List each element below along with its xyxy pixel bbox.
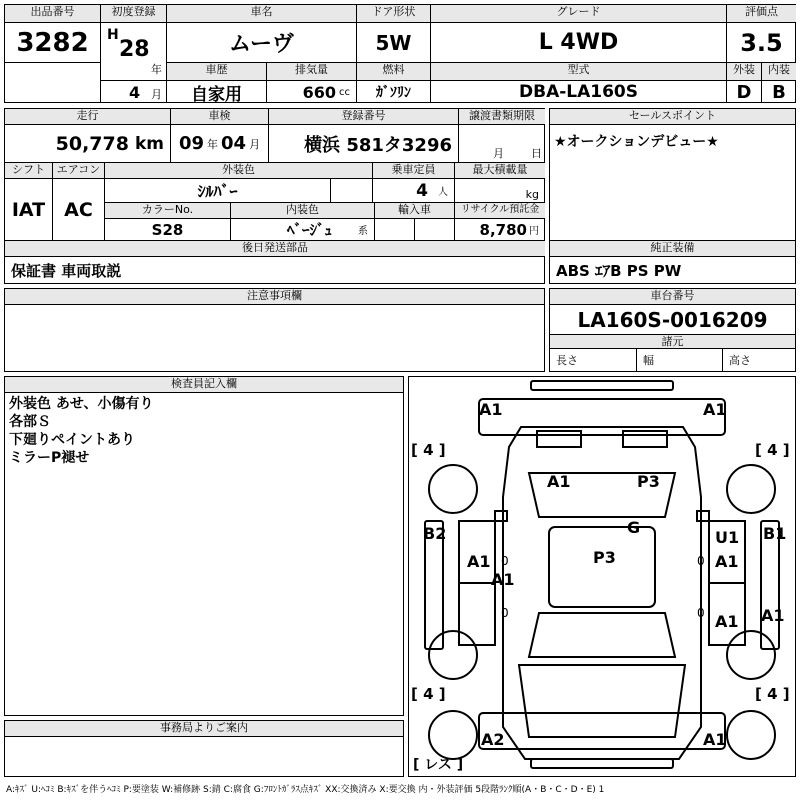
mark-zero: 0 [501, 606, 509, 620]
mark-zero: 0 [697, 554, 705, 568]
mark-left-rear-door: A1 [491, 570, 515, 589]
mark-left-skirt: B2 [423, 524, 447, 543]
equipment: ABS ｴｱB PS PW [556, 261, 682, 280]
mark-hood-right: P3 [637, 472, 660, 491]
grade-label: グレード [431, 5, 727, 23]
ext-color: ｼﾙﾊﾞｰ [105, 179, 331, 203]
capacity-cell [373, 179, 455, 203]
mark-left-front-door: A1 [467, 552, 491, 571]
exterior-label: 外装 [727, 63, 762, 81]
tire-depth-fl: [ 4 ] [411, 441, 446, 459]
inspector-notes [9, 395, 153, 467]
recycle-fee: 8,780 [479, 220, 527, 239]
import-cell-1 [375, 219, 415, 241]
score-label: 評価点 [727, 5, 796, 23]
dims-label: 諸元 [550, 335, 795, 349]
transfer-cell [459, 125, 545, 163]
era: H [107, 27, 119, 43]
fuel: ｶﾞｿﾘﾝ [357, 81, 431, 103]
color-no: S28 [105, 219, 231, 241]
mark-right-front-door-top: U1 [715, 528, 740, 547]
mark-front-left: A1 [479, 400, 503, 419]
displacement-cell [267, 81, 357, 103]
mark-roof: P3 [593, 548, 616, 567]
inspector-note-line: 各部Ｓ [9, 414, 51, 430]
inspection-label: 車検 [171, 109, 269, 125]
first-reg-year-cell [101, 23, 167, 81]
model-label: 型式 [431, 63, 727, 81]
office-block [4, 720, 404, 777]
mark-right-rear-door: A1 [715, 612, 739, 631]
sales-point: ★オークションデビュー★ [550, 125, 795, 241]
later-parts-label: 後日発送部品 [5, 241, 545, 257]
dims-length: 長さ [550, 349, 637, 371]
tire-depth-fr: [ 4 ] [755, 441, 790, 459]
dims-height: 高さ [729, 354, 751, 367]
int-color: ﾍﾞｰｼﾞｭ [286, 221, 332, 239]
shift-label: シフト [5, 163, 53, 179]
mark-hood-left: A1 [547, 472, 571, 491]
equipment-label: 純正装備 [550, 241, 795, 257]
model: DBA-LA160S [431, 81, 727, 103]
lot-number-label: 出品番号 [5, 5, 101, 23]
office-label: 事務局よりご案内 [5, 721, 403, 737]
inspection-month-unit: 月 [249, 137, 261, 151]
shift: IAT [5, 179, 53, 241]
car-damage-diagram [409, 377, 795, 776]
transfer-month-unit: 月 [493, 147, 504, 160]
month-unit: 月 [151, 88, 162, 101]
mark-rear-left: A2 [481, 730, 505, 749]
history: 自家用 [167, 81, 267, 103]
notes-label: 注意事項欄 [5, 289, 544, 305]
int-color-unit: 系 [358, 226, 368, 237]
displacement-label: 排気量 [267, 63, 357, 81]
spec-block [4, 108, 545, 284]
door-label: ドア形状 [357, 5, 431, 23]
chassis-block [549, 288, 796, 372]
history-label: 車歴 [167, 63, 267, 81]
capacity-label: 乗車定員 [373, 163, 455, 179]
import-cell-2 [415, 219, 455, 241]
legend: A:ｷｽﾞ U:ﾍｺﾐ B:ｷｽﾞを伴うﾍｺﾐ P:要塗装 W:補修跡 S:錆 C:腐食 G:ﾌﾛﾝﾄｶﾞﾗｽ点ｷｽﾞ XX:交換済み X:要交換 内・外装評価 5段階ﾗﾝｸ順(A・B・C・D・E) 1 [6, 785, 605, 795]
interior-grade: B [772, 81, 786, 103]
lot-blank [5, 63, 101, 103]
car-name: ムーヴ [167, 23, 357, 63]
max-load-unit: kg [525, 188, 539, 201]
mileage-cell [5, 125, 171, 163]
sales-block [549, 108, 796, 284]
ext-color-blank [331, 179, 373, 203]
tire-depth-rr: [ 4 ] [755, 685, 790, 703]
capacity: 4 [416, 180, 428, 201]
mileage: 50,778 [55, 132, 129, 155]
first-reg-year: 28 [119, 37, 150, 62]
lot-number: 3282 [5, 23, 101, 63]
car-name-label: 車名 [167, 5, 357, 23]
color-no-label: カラーNo. [105, 203, 231, 219]
plate-label: 登録番号 [269, 109, 459, 125]
score: 3.5 [727, 23, 796, 63]
inspector-block [4, 376, 404, 716]
mileage-label: 走行 [5, 109, 171, 125]
header-row-1 [4, 4, 796, 103]
displacement: 660 [302, 82, 336, 102]
recycle-label: リサイクル預託金 [455, 203, 545, 219]
spare-tire: [ レス ] [413, 757, 464, 773]
later-parts: 保証書 車両取説 [11, 261, 122, 280]
mark-rear-right: A1 [703, 730, 727, 749]
inspection-year: 09 [178, 133, 204, 154]
recycle-cell [455, 219, 545, 241]
exterior-grade: D [727, 81, 762, 103]
ext-color-label: 外装色 [105, 163, 373, 179]
max-load-cell [455, 179, 545, 203]
damage-diagram-frame [408, 376, 796, 777]
capacity-unit: 人 [438, 187, 448, 198]
recycle-unit: 円 [529, 226, 539, 237]
mileage-unit: km [134, 133, 164, 154]
mark-front-right: A1 [703, 400, 727, 419]
fuel-label: 燃料 [357, 63, 431, 81]
mark-right-skirt: B1 [763, 524, 787, 543]
dims-width: 幅 [637, 349, 723, 371]
mark-zero: 0 [501, 554, 509, 568]
grade: L 4WD [431, 23, 727, 63]
door-type: 5W [357, 23, 431, 63]
inspector-note-line: 下廻りペイントあり [9, 432, 135, 448]
inspection-cell [171, 125, 269, 163]
transfer-label: 譲渡書類期限 [459, 109, 545, 125]
int-color-label: 内装色 [231, 203, 375, 219]
chassis-label: 車台番号 [550, 289, 795, 305]
inspector-note-line: 外装色 あせ、小傷有り [9, 396, 154, 412]
inspector-label: 検査員記入欄 [5, 377, 403, 393]
mark-right-front-door: A1 [715, 552, 739, 571]
first-reg-month: 4 [129, 83, 141, 102]
sales-point-label: セールスポイント [550, 109, 795, 125]
plate-number: 横浜 581タ3296 [269, 125, 459, 163]
mark-windscreen: G [627, 518, 641, 537]
displacement-unit: cc [339, 86, 350, 98]
year-unit: 年 [151, 63, 162, 76]
import-label: 輸入車 [375, 203, 455, 219]
notes-block [4, 288, 545, 372]
mark-right-rear-quarter: A1 [761, 606, 785, 625]
air-conditioner: AC [53, 179, 105, 241]
int-color-cell [231, 219, 375, 241]
mark-zero: 0 [697, 606, 705, 620]
first-reg-month-cell [101, 81, 167, 103]
transfer-day-unit: 日 [531, 147, 542, 160]
inspector-note-line: ミラーP褪せ [9, 450, 90, 466]
ac-label: エアコン [53, 163, 105, 179]
interior-label: 内装 [762, 63, 796, 81]
tire-depth-rl: [ 4 ] [411, 685, 446, 703]
first-reg-label: 初度登録 [101, 5, 167, 23]
chassis-number: LA160S-0016209 [550, 305, 795, 335]
max-load-label: 最大積載量 [455, 163, 545, 179]
inspection-year-unit: 年 [207, 137, 218, 151]
inspection-month: 04 [221, 133, 247, 154]
